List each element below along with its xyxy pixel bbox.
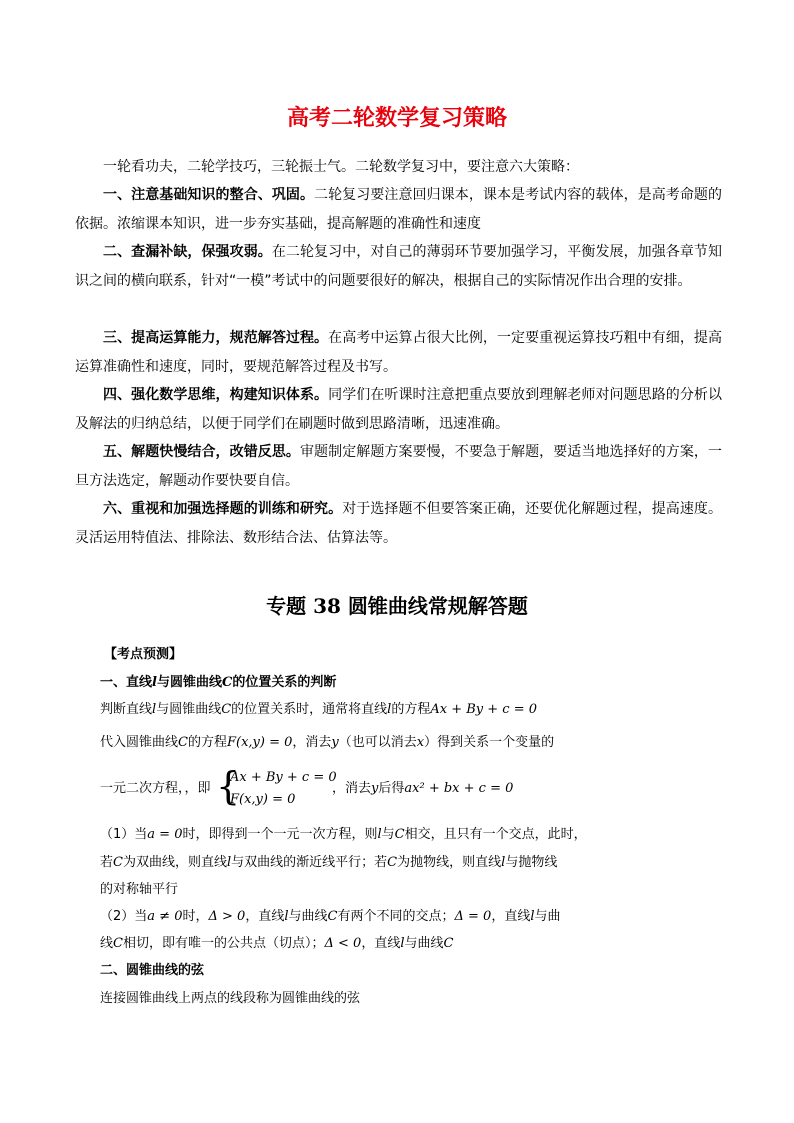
case1-line2: 若C为双曲线，则直线l与双曲线的渐近线平行；若C为抛物线，则直线l与抛物线 xyxy=(100,855,558,870)
strategy-item-4 xyxy=(75,381,722,438)
strategy-item-1 xyxy=(75,181,722,238)
system-equation-2: F(x,y) = 0 xyxy=(230,792,296,807)
line-equation: Ax + By + c = 0 xyxy=(430,702,537,717)
page-title: 高考二轮数学复习策略 xyxy=(286,106,507,131)
section2-heading: 二、圆锥曲线的弦 xyxy=(100,963,205,978)
strategy-item-6 xyxy=(75,495,722,552)
system-brace-icon: { xyxy=(216,764,241,808)
case2-line1: （2）当a ≠ 0时，Δ > 0，直线l与曲线C有两个不同的交点；Δ = 0，直线l与曲 xyxy=(100,909,561,924)
strategy-item-3-text: 在高考中运算占很大比例，一定要重视运算技巧粗中有细，提高运算准确性和速度，同时，要规范解答过程及书写。 xyxy=(75,330,723,375)
strategy-item-1-text: 二轮复习要注意回归课本，课本是考试内容的载体，是高考命题的依据。浓缩课本知识，进一步夯实基础，提高解题的准确性和速度 xyxy=(75,187,722,232)
section2-text: 连接圆锥曲线上两点的线段称为圆锥曲线的弦 xyxy=(100,991,361,1006)
prediction-label: 【考点预测】 xyxy=(104,647,183,662)
strategy-item-2-heading: 二、查漏补缺，保强攻弱。 xyxy=(103,244,272,260)
system-equation-1: Ax + By + c = 0 xyxy=(230,770,337,785)
section1-line3-left: 一元二次方程，，即 xyxy=(100,781,211,796)
strategy-item-5-text: 审题制定解题方案要慢，不要急于解题，要适当地选择好的方案，一旦方法选定，解题动作要快要自信。 xyxy=(75,444,723,489)
case1-line3: 的对称轴平行 xyxy=(100,882,179,897)
equation-system xyxy=(216,764,337,810)
section1-line1: 判断直线l与圆锥曲线C的位置关系时，通常将直线l的方程Ax + By + c = 0 xyxy=(100,702,537,717)
quadratic-equation: ax² + bx + c = 0 xyxy=(404,781,514,796)
section1-line2: 代入圆锥曲线C的方程F(x,y) = 0，消去y（也可以消去x）得到关系一个变量的 xyxy=(100,735,555,750)
strategy-item-5 xyxy=(75,438,722,495)
conic-equation: F(x,y) = 0 xyxy=(226,735,293,750)
topic-title: 专题 38 圆锥曲线常规解答题 xyxy=(266,594,528,618)
strategy-item-3-heading: 三、提高运算能力，规范解答过程。 xyxy=(103,330,329,346)
section1-line3-right: ，消去y后得ax² + bx + c = 0 xyxy=(332,781,514,796)
case1-line1: （1）当a = 0时，即得到一个一元一次方程，则l与C相交，且只有一个交点，此时， xyxy=(100,827,587,842)
strategy-item-3 xyxy=(75,324,722,381)
strategy-intro: 一轮看功夫，二轮学技巧，三轮振士气。二轮数学复习中，要注意六大策略： xyxy=(103,159,579,175)
strategy-item-4-heading: 四、强化数学思维，构建知识体系。 xyxy=(103,387,329,403)
section1-heading: 一、直线l与圆锥曲线C的位置关系的判断 xyxy=(100,675,337,690)
strategy-item-2 xyxy=(75,238,722,295)
strategy-item-1-heading: 一、注意基础知识的整合、巩固。 xyxy=(103,187,315,203)
strategy-item-2-text: 在二轮复习中，对自己的薄弱环节要加强学习，平衡发展，加强各章节知识之间的横向联系，针对“一模”考试中的问题要很好的解决，根据自己的实际情况作出合理的安排。 xyxy=(75,244,723,289)
strategy-item-5-heading: 五、解题快慢结合，改错反思。 xyxy=(103,444,300,460)
strategy-item-6-heading: 六、重视和加强选择题的训练和研究。 xyxy=(103,501,343,517)
case2-line2: 线C相切，即有唯一的公共点（切点）；Δ < 0，直线l与曲线C xyxy=(100,936,454,951)
strategy-item-4-text: 同学们在听课时注意把重点要放到理解老师对问题思路的分析以及解法的归纳总结，以便于同学们在刷题时做到思路清晰，迅速准确。 xyxy=(75,387,723,432)
strategy-item-6-text: 对于选择题不但要答案正确，还要优化解题过程，提高速度。灵活运用特值法、排除法、数形结合法、估算法等。 xyxy=(75,501,722,546)
